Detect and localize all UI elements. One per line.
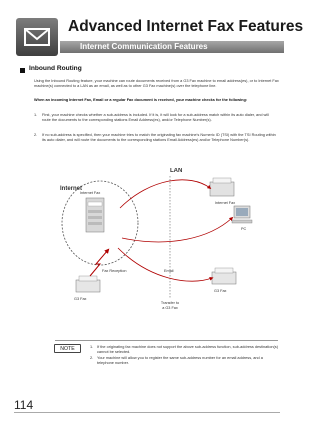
- route-to-g3-fax-arrow: [118, 248, 212, 281]
- page-subtitle: Internet Communication Features: [80, 42, 208, 51]
- route-to-pc-arrow: [122, 218, 232, 242]
- header-icon-box: [16, 18, 58, 56]
- lan-label: LAN: [170, 168, 183, 174]
- step-2-text: If no sub-address is specified, then your machine tries to match the originating fax machine's Numeric ID (TSI) with the TSI Routing within its auto dialer, and will route the documents to the corresponding stations Email Address(es) and/or Telephone Number(s).: [42, 133, 276, 143]
- section-title: Inbound Routing: [29, 65, 82, 72]
- internet-fax-right-icon: [210, 178, 234, 196]
- note-divider: [55, 340, 278, 341]
- note-item-1-number: 1.: [90, 345, 94, 349]
- transfer-label: Transfer to: [160, 301, 180, 305]
- intro-paragraph: Using the Inbound Routing feature, your machine can route documents received from a G3 Fax machine to email address(es), or to Internet Fax machine(s) connected to a LAN as an email, as well as to other G3 Fax machine(s) over the telephone line.: [34, 79, 279, 89]
- note-item-1-text: If the originating fax machine does not support the above sub-address function, sub-address destination(s) cannot be selected.: [97, 345, 278, 354]
- transfer-label-2: a G3 Fax: [162, 306, 178, 310]
- note-label: NOTE: [54, 344, 81, 353]
- email-label: Email: [164, 269, 174, 273]
- pc-label: PC: [241, 227, 247, 231]
- note-item-2-text: Your machine will allow you to register the same sub-address number for an email address, and a telephone number.: [97, 356, 263, 365]
- step-1-text: First, your machine checks whether a sub-address is included. If it is, it will look for a sub-address match within its auto dialer, and will route the documents to the corresponding stations Email Address(es), and/or Telephone Number(s).: [42, 113, 269, 123]
- internet-fax-right-label: Internet Fax: [214, 201, 236, 205]
- g3-fax-left-icon: [76, 276, 100, 292]
- internet-label: Internet: [60, 186, 83, 192]
- page-title: Advanced Internet Fax Features: [68, 18, 304, 35]
- step-1-number: 1.: [34, 113, 38, 117]
- internet-fax-left-label: Internet Fax: [80, 191, 101, 195]
- fax-reception-label: Fax Reception: [102, 269, 127, 273]
- step-2-number: 2.: [34, 133, 38, 137]
- g3-fax-right-icon: [212, 268, 236, 284]
- g3-fax-right-label: G3 Fax: [214, 289, 227, 293]
- inbound-routing-diagram: [60, 168, 260, 318]
- envelope-icon: [16, 18, 58, 56]
- g3-fax-left-label: G3 Fax: [74, 297, 87, 301]
- pc-icon: [232, 206, 252, 223]
- section-bullet-icon: [20, 68, 25, 73]
- page-footer-rule: [14, 412, 280, 413]
- note-item-2-number: 2.: [90, 356, 94, 360]
- internet-fax-left-icon: [86, 198, 104, 232]
- question-paragraph: When an incoming Internet Fax, Email or a regular Fax document is received, your machine checks for the following:: [34, 98, 248, 102]
- page-number: 114: [14, 398, 34, 412]
